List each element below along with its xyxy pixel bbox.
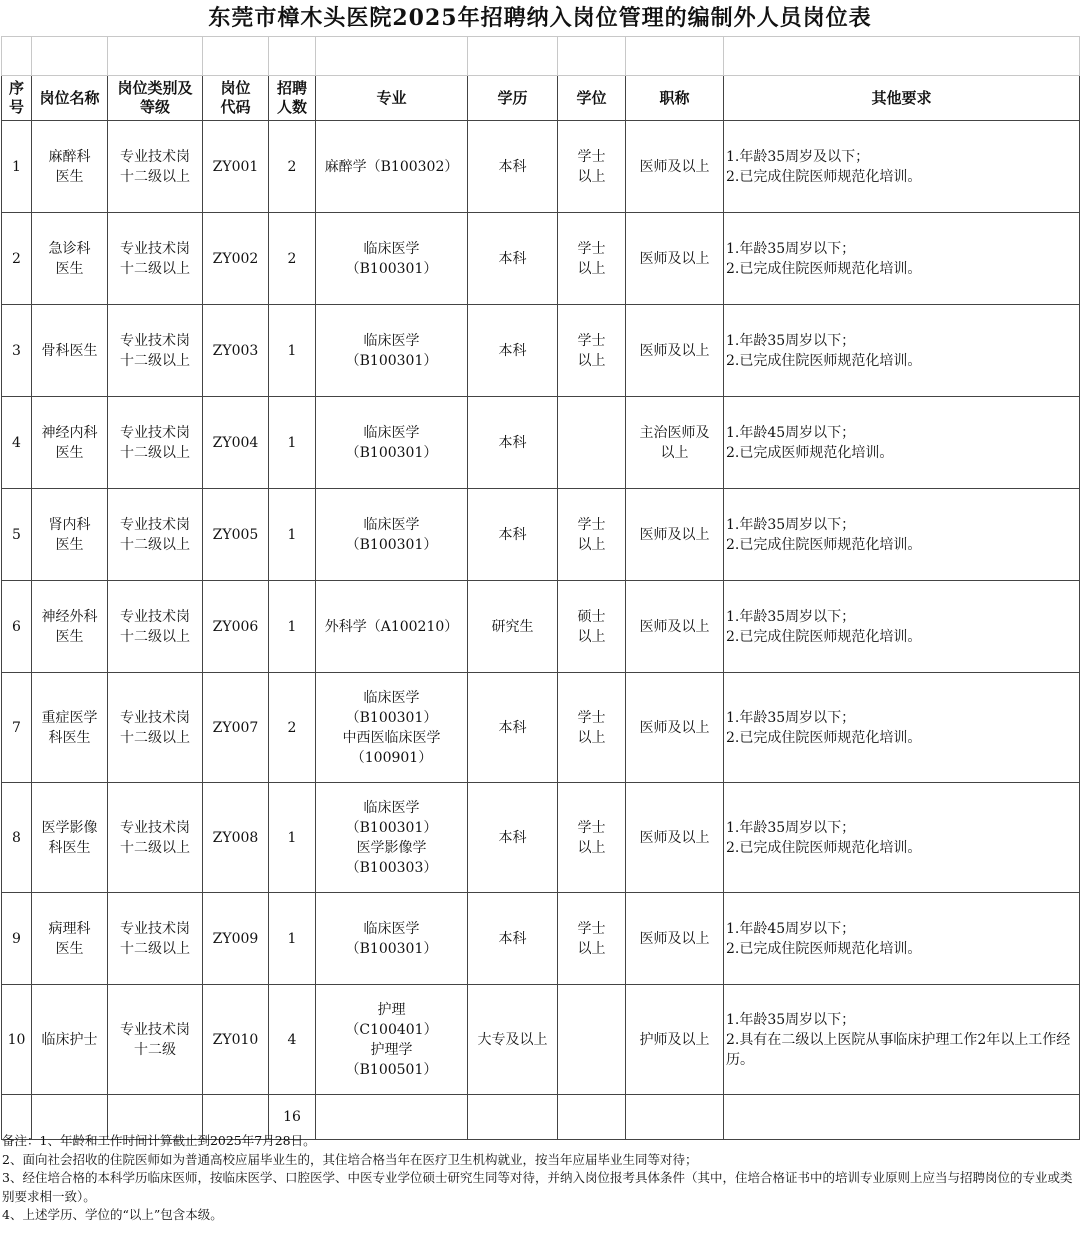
header-major: 专业 — [316, 76, 468, 121]
cell-major: 护理 （C100401） 护理学 （B100501） — [316, 985, 468, 1095]
cell-position-name: 肾内科 医生 — [32, 489, 108, 581]
cell-title: 医师及以上 — [626, 893, 724, 985]
note-line: 备注：1、年龄和工作时间计算截止到2025年7月28日。 — [2, 1133, 316, 1148]
cell-category: 专业技术岗 十二级以上 — [108, 783, 203, 893]
cell-no: 10 — [2, 985, 32, 1095]
cell-title: 主治医师及 以上 — [626, 397, 724, 489]
cell-code: ZY007 — [203, 673, 269, 783]
cell-education: 研究生 — [468, 581, 558, 673]
cell-education: 本科 — [468, 673, 558, 783]
header-title: 职称 — [626, 76, 724, 121]
table-row — [2, 893, 1080, 985]
note-line: 3、经住培合格的本科学历临床医师，按临床医学、口腔医学、中医专业学位硕士研究生同等对待，并纳入岗位报考具体条件（其中，住培合格证书中的培训专业原则上应当与招聘岗位的专业或类别要求相一致）。 — [2, 1170, 1073, 1204]
cell-category: 专业技术岗 十二级以上 — [108, 213, 203, 305]
cell-major: 临床医学 （B100301） — [316, 397, 468, 489]
cell-degree: 学士 以上 — [558, 673, 626, 783]
cell-degree: 硕士 以上 — [558, 581, 626, 673]
cell-category: 专业技术岗 十二级以上 — [108, 581, 203, 673]
cell-title: 医师及以上 — [626, 213, 724, 305]
cell-major: 临床医学 （B100301） — [316, 213, 468, 305]
cell-title: 医师及以上 — [626, 121, 724, 213]
cell-code: ZY005 — [203, 489, 269, 581]
cell-position-name: 临床护士 — [32, 985, 108, 1095]
header-other: 其他要求 — [724, 76, 1080, 121]
cell-degree: 学士 以上 — [558, 489, 626, 581]
cell-code: ZY010 — [203, 985, 269, 1095]
cell-code: ZY003 — [203, 305, 269, 397]
cell-position-name: 神经内科 医生 — [32, 397, 108, 489]
cell-position-name: 医学影像 科医生 — [32, 783, 108, 893]
cell-other: 1.年龄35周岁以下； 2.已完成住院医师规范化培训。 — [724, 581, 1080, 673]
cell-count: 2 — [269, 213, 316, 305]
page-title: 东莞市樟木头医院2025年招聘纳入岗位管理的编制外人员岗位表 — [208, 5, 872, 31]
cell-title: 医师及以上 — [626, 305, 724, 397]
cell-code: ZY001 — [203, 121, 269, 213]
cell-major: 临床医学 （B100301） — [316, 893, 468, 985]
notes — [2, 1132, 1076, 1225]
cell-category: 专业技术岗 十二级 — [108, 985, 203, 1095]
cell-degree: 学士 以上 — [558, 893, 626, 985]
cell-position-name: 重症医学 科医生 — [32, 673, 108, 783]
cell-count: 1 — [269, 305, 316, 397]
cell-no: 6 — [2, 581, 32, 673]
blank-cell — [32, 37, 108, 76]
cell-major: 临床医学 （B100301） — [316, 305, 468, 397]
cell-degree — [558, 397, 626, 489]
cell-other: 1.年龄35周岁以下； 2.已完成住院医师规范化培训。 — [724, 213, 1080, 305]
cell-degree: 学士 以上 — [558, 305, 626, 397]
table-row — [2, 985, 1080, 1095]
cell-major: 麻醉学（B100302） — [316, 121, 468, 213]
cell-position-name: 神经外科 医生 — [32, 581, 108, 673]
header-no: 序 号 — [2, 76, 32, 121]
cell-category: 专业技术岗 十二级以上 — [108, 673, 203, 783]
blank-cell — [2, 37, 32, 76]
cell-category: 专业技术岗 十二级以上 — [108, 893, 203, 985]
cell-education: 本科 — [468, 893, 558, 985]
table-row — [2, 581, 1080, 673]
cell-no: 2 — [2, 213, 32, 305]
header-position-name: 岗位名称 — [32, 76, 108, 121]
cell-no: 7 — [2, 673, 32, 783]
cell-position-name: 骨科医生 — [32, 305, 108, 397]
cell-count: 1 — [269, 397, 316, 489]
header-row — [2, 76, 1080, 121]
cell-title: 医师及以上 — [626, 581, 724, 673]
blank-row — [2, 37, 1080, 76]
cell-education: 本科 — [468, 783, 558, 893]
cell-other: 1.年龄45周岁以下； 2.已完成医师规范化培训。 — [724, 397, 1080, 489]
cell-degree: 学士 以上 — [558, 783, 626, 893]
cell-count: 1 — [269, 893, 316, 985]
header-degree: 学位 — [558, 76, 626, 121]
cell-position-name: 麻醉科 医生 — [32, 121, 108, 213]
cell-other: 1.年龄35周岁以下； 2.已完成住院医师规范化培训。 — [724, 783, 1080, 893]
cell-code: ZY004 — [203, 397, 269, 489]
cell-education: 本科 — [468, 489, 558, 581]
blank-cell — [558, 37, 626, 76]
cell-no: 1 — [2, 121, 32, 213]
header-category: 岗位类别及 等级 — [108, 76, 203, 121]
blank-cell — [108, 37, 203, 76]
cell-position-name: 病理科 医生 — [32, 893, 108, 985]
blank-cell — [203, 37, 269, 76]
header-count: 招聘 人数 — [269, 76, 316, 121]
cell-category: 专业技术岗 十二级以上 — [108, 121, 203, 213]
cell-other: 1.年龄35周岁以下； 2.已完成住院医师规范化培训。 — [724, 489, 1080, 581]
blank-cell — [724, 37, 1080, 76]
cell-education: 大专及以上 — [468, 985, 558, 1095]
position-table — [1, 36, 1080, 1140]
cell-count: 1 — [269, 783, 316, 893]
cell-no: 8 — [2, 783, 32, 893]
cell-category: 专业技术岗 十二级以上 — [108, 489, 203, 581]
cell-other: 1.年龄45周岁以下； 2.已完成住院医师规范化培训。 — [724, 893, 1080, 985]
blank-cell — [316, 37, 468, 76]
blank-cell — [626, 37, 724, 76]
cell-degree: 学士 以上 — [558, 213, 626, 305]
cell-other: 1.年龄35周岁及以下； 2.已完成住院医师规范化培训。 — [724, 121, 1080, 213]
cell-other: 1.年龄35周岁以下； 2.具有在二级以上医院从事临床护理工作2年以上工作经历。 — [724, 985, 1080, 1095]
blank-cell — [269, 37, 316, 76]
cell-category: 专业技术岗 十二级以上 — [108, 305, 203, 397]
cell-category: 专业技术岗 十二级以上 — [108, 397, 203, 489]
cell-other: 1.年龄35周岁以下； 2.已完成住院医师规范化培训。 — [724, 305, 1080, 397]
cell-degree — [558, 985, 626, 1095]
cell-code: ZY002 — [203, 213, 269, 305]
cell-major: 临床医学 （B100301） 医学影像学 （B100303） — [316, 783, 468, 893]
cell-count: 1 — [269, 581, 316, 673]
cell-code: ZY008 — [203, 783, 269, 893]
cell-no: 4 — [2, 397, 32, 489]
table-row — [2, 305, 1080, 397]
table-row — [2, 489, 1080, 581]
cell-title: 医师及以上 — [626, 783, 724, 893]
cell-code: ZY006 — [203, 581, 269, 673]
note-line: 2、面向社会招收的住院医师如为普通高校应届毕业生的，其住培合格当年在医疗卫生机构就业，按当年应届毕业生同等对待； — [2, 1151, 698, 1167]
cell-education: 本科 — [468, 397, 558, 489]
cell-major: 外科学（A100210） — [316, 581, 468, 673]
cell-education: 本科 — [468, 121, 558, 213]
cell-count: 2 — [269, 673, 316, 783]
cell-count: 1 — [269, 489, 316, 581]
blank-cell — [468, 37, 558, 76]
total-count: 16 — [269, 1095, 316, 1140]
cell-code: ZY009 — [203, 893, 269, 985]
header-education: 学历 — [468, 76, 558, 121]
cell-no: 9 — [2, 893, 32, 985]
cell-position-name: 急诊科 医生 — [32, 213, 108, 305]
table-row — [2, 783, 1080, 893]
cell-major: 临床医学 （B100301） 中西医临床医学 （100901） — [316, 673, 468, 783]
cell-count: 2 — [269, 121, 316, 213]
cell-no: 3 — [2, 305, 32, 397]
cell-title: 医师及以上 — [626, 489, 724, 581]
table-row — [2, 121, 1080, 213]
table-row — [2, 397, 1080, 489]
table-row — [2, 213, 1080, 305]
cell-title: 护师及以上 — [626, 985, 724, 1095]
cell-other: 1.年龄35周岁以下； 2.已完成住院医师规范化培训。 — [724, 673, 1080, 783]
note-line: 4、上述学历、学位的“以上”包含本级。 — [2, 1207, 223, 1222]
cell-degree: 学士 以上 — [558, 121, 626, 213]
cell-title: 医师及以上 — [626, 673, 724, 783]
cell-major: 临床医学 （B100301） — [316, 489, 468, 581]
table-row — [2, 673, 1080, 783]
cell-education: 本科 — [468, 305, 558, 397]
cell-count: 4 — [269, 985, 316, 1095]
cell-no: 5 — [2, 489, 32, 581]
cell-education: 本科 — [468, 213, 558, 305]
header-code: 岗位 代码 — [203, 76, 269, 121]
